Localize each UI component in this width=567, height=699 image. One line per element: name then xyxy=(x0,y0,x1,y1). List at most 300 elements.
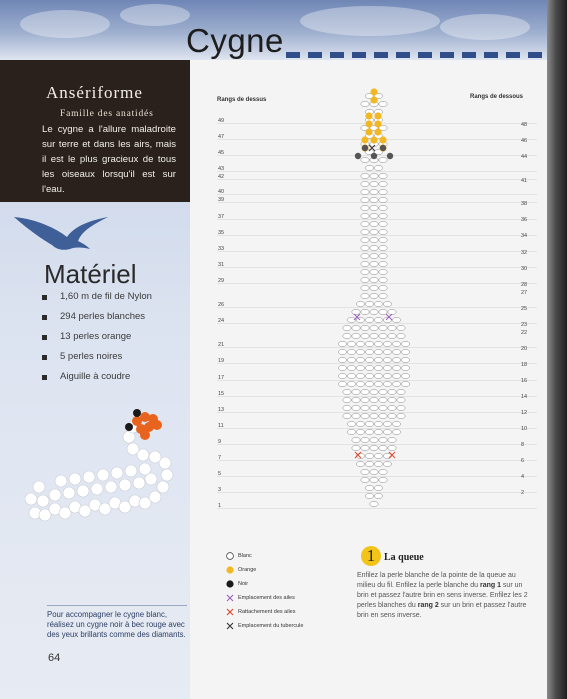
white-bead xyxy=(379,309,387,314)
white-bead xyxy=(338,373,346,378)
white-bead xyxy=(365,485,373,490)
white-bead xyxy=(383,349,391,354)
white-bead xyxy=(356,429,364,434)
white-bead xyxy=(338,349,346,354)
page-title: Cygne xyxy=(186,22,284,59)
white-bead xyxy=(383,357,391,362)
white-bead xyxy=(356,301,364,306)
white-bead xyxy=(401,373,409,378)
dark-cross-icon xyxy=(226,622,234,630)
white-bead xyxy=(388,437,396,442)
white-bead xyxy=(361,189,369,194)
white-bead xyxy=(352,389,360,394)
white-bead xyxy=(361,261,369,266)
white-bead xyxy=(374,165,382,170)
white-bead xyxy=(383,461,391,466)
step-row-ref: rang 2 xyxy=(417,602,439,609)
white-bead xyxy=(401,357,409,362)
black-bead xyxy=(387,153,393,159)
legend-item-wing-attach xyxy=(226,607,303,621)
row-label-top: 31 xyxy=(218,262,225,268)
white-bead xyxy=(370,293,378,298)
row-label-bottom: 22 xyxy=(521,330,528,336)
white-bead xyxy=(370,325,378,330)
row-label-bottom: 27 xyxy=(521,290,528,296)
rows-top-header: Rangs de dessus xyxy=(217,97,267,103)
white-bead xyxy=(370,285,378,290)
white-bead xyxy=(392,373,400,378)
white-bead xyxy=(365,421,373,426)
white-bead xyxy=(388,445,396,450)
row-label-top: 43 xyxy=(218,166,225,172)
white-bead xyxy=(361,293,369,298)
white-bead xyxy=(365,341,373,346)
legend-label: Blanc xyxy=(238,553,252,559)
white-bead xyxy=(397,389,405,394)
white-bead xyxy=(392,341,400,346)
white-bead xyxy=(361,277,369,282)
row-label-top: 15 xyxy=(218,391,225,397)
row-label-bottom: 28 xyxy=(521,282,528,288)
white-bead xyxy=(370,221,378,226)
white-bead xyxy=(388,309,396,314)
white-bead xyxy=(379,197,387,202)
family-name: Ansériforme xyxy=(46,83,143,102)
white-bead xyxy=(383,341,391,346)
white-bead xyxy=(392,317,400,322)
step-title: La queue xyxy=(384,552,424,563)
row-label-top: 3 xyxy=(218,487,222,493)
row-label-top: 39 xyxy=(218,197,225,203)
white-bead xyxy=(379,261,387,266)
white-bead xyxy=(361,413,369,418)
white-bead xyxy=(370,309,378,314)
row-label-top: 29 xyxy=(218,278,225,284)
row-label-bottom: 20 xyxy=(521,346,528,352)
white-bead xyxy=(361,333,369,338)
white-bead xyxy=(370,269,378,274)
white-bead xyxy=(388,397,396,402)
white-bead xyxy=(388,413,396,418)
white-bead xyxy=(347,349,355,354)
white-bead xyxy=(374,381,382,386)
white-bead xyxy=(383,429,391,434)
white-bead xyxy=(343,333,351,338)
row-label-top: 1 xyxy=(218,503,222,509)
white-bead xyxy=(370,173,378,178)
row-label-bottom: 2 xyxy=(521,490,525,496)
white-bead xyxy=(383,301,391,306)
white-bead xyxy=(379,437,387,442)
white-bead xyxy=(361,325,369,330)
white-bead xyxy=(383,421,391,426)
white-bead xyxy=(392,365,400,370)
white-bead xyxy=(356,365,364,370)
white-bead xyxy=(374,349,382,354)
white-bead xyxy=(370,405,378,410)
white-bead xyxy=(370,189,378,194)
orange-bead xyxy=(379,136,386,143)
white-bead xyxy=(361,237,369,242)
white-bead xyxy=(361,157,369,162)
row-label-bottom: 23 xyxy=(521,322,528,328)
row-label-top: 24 xyxy=(218,318,225,324)
white-bead xyxy=(379,253,387,258)
legend-item-wing-spot xyxy=(226,593,303,607)
white-bead xyxy=(338,341,346,346)
orange-bead xyxy=(361,136,368,143)
white-bead xyxy=(370,253,378,258)
white-bead xyxy=(361,173,369,178)
row-label-top: 35 xyxy=(218,230,225,236)
white-bead xyxy=(397,413,405,418)
white-bead xyxy=(356,357,364,362)
white-bead xyxy=(370,277,378,282)
white-bead xyxy=(379,469,387,474)
white-bead xyxy=(379,477,387,482)
legend-label: Noir xyxy=(238,581,249,587)
book-spine-edge xyxy=(547,0,567,699)
white-bead xyxy=(374,317,382,322)
info-description: Le cygne a l'allure maladroite sur terre et dans les airs, mais il est le plus gracieux de tous les oiseaux lorsqu'il est sur l'eau. xyxy=(42,124,176,195)
white-bead xyxy=(365,357,373,362)
white-bead xyxy=(388,333,396,338)
white-bead xyxy=(361,445,369,450)
legend-label: Rattachement des ailes xyxy=(238,609,296,615)
row-label-bottom: 36 xyxy=(521,217,528,223)
row-label-bottom: 14 xyxy=(521,394,528,400)
white-bead xyxy=(379,245,387,250)
white-bead xyxy=(379,293,387,298)
orange-bead xyxy=(370,96,377,103)
white-bead xyxy=(365,349,373,354)
white-bead xyxy=(379,229,387,234)
white-bead xyxy=(370,229,378,234)
white-bead xyxy=(374,301,382,306)
subfamily-name: Famille des anatidés xyxy=(60,109,154,119)
black-bead xyxy=(355,153,361,159)
black-bead xyxy=(362,145,368,151)
orange-bead xyxy=(374,120,381,127)
white-bead xyxy=(379,157,387,162)
material-item: 5 perles noires xyxy=(40,350,152,370)
white-bead xyxy=(374,453,382,458)
white-bead xyxy=(361,389,369,394)
white-bead xyxy=(361,253,369,258)
row-label-bottom: 48 xyxy=(521,122,528,128)
white-bead xyxy=(379,213,387,218)
white-bead xyxy=(370,333,378,338)
white-bead xyxy=(361,397,369,402)
white-bead xyxy=(388,325,396,330)
white-bead xyxy=(343,405,351,410)
white-bead xyxy=(401,381,409,386)
white-bead xyxy=(379,405,387,410)
step-instructions xyxy=(357,571,535,621)
white-bead xyxy=(374,493,382,498)
legend-item-tubercle xyxy=(226,621,303,635)
legend-item-white xyxy=(226,551,303,565)
row-label-top: 42 xyxy=(218,174,225,180)
white-bead xyxy=(347,357,355,362)
white-bead xyxy=(361,269,369,274)
photo-caption: Pour accompagner le cygne blanc, réalisez un cygne noir à bec rouge avec des yeux brillants comme des diamants. xyxy=(47,605,187,640)
white-bead xyxy=(361,309,369,314)
white-bead xyxy=(361,205,369,210)
step-text-part: sur un brin et passez l'autre brin en sens inverse. xyxy=(357,602,527,619)
white-bead xyxy=(365,381,373,386)
white-bead xyxy=(370,437,378,442)
white-bead xyxy=(379,413,387,418)
white-bead xyxy=(379,285,387,290)
white-bead xyxy=(383,381,391,386)
step-text-part: sur un brin et passez l'autre brin en sens inverse. Enfilez les 2 perles blanches du xyxy=(357,582,528,609)
white-bead xyxy=(352,413,360,418)
white-bead xyxy=(347,341,355,346)
white-bead xyxy=(374,357,382,362)
row-label-bottom: 38 xyxy=(521,201,528,207)
rows-bottom-header: Rangs de dessous xyxy=(470,94,524,100)
row-label-top: 45 xyxy=(218,150,225,156)
orange-bead xyxy=(365,128,372,135)
white-bead xyxy=(379,181,387,186)
white-bead xyxy=(361,469,369,474)
row-label-top: 13 xyxy=(218,407,225,413)
white-bead xyxy=(370,245,378,250)
legend-label: Orange xyxy=(238,567,257,573)
white-bead xyxy=(383,373,391,378)
white-bead xyxy=(361,437,369,442)
white-bead xyxy=(361,213,369,218)
white-bead xyxy=(392,349,400,354)
white-bead xyxy=(365,301,373,306)
orange-bead xyxy=(365,120,372,127)
orange-bead xyxy=(365,112,372,119)
white-bead xyxy=(392,429,400,434)
white-bead xyxy=(356,373,364,378)
legend-item-black xyxy=(226,579,303,593)
white-bead xyxy=(361,181,369,186)
white-bead xyxy=(356,349,364,354)
row-label-top: 33 xyxy=(218,246,225,252)
white-bead xyxy=(374,421,382,426)
white-bead xyxy=(401,341,409,346)
white-bead xyxy=(370,469,378,474)
white-bead xyxy=(361,229,369,234)
orange-bead-icon xyxy=(226,566,234,574)
page-number: 64 xyxy=(48,652,61,664)
white-bead xyxy=(356,461,364,466)
white-bead xyxy=(397,325,405,330)
white-bead xyxy=(370,213,378,218)
white-bead xyxy=(392,421,400,426)
white-bead xyxy=(374,365,382,370)
row-label-top: 37 xyxy=(218,214,225,220)
row-label-top: 47 xyxy=(218,134,225,140)
white-bead xyxy=(374,461,382,466)
row-label-bottom: 44 xyxy=(521,154,528,160)
white-bead xyxy=(379,325,387,330)
white-bead xyxy=(370,389,378,394)
white-bead xyxy=(365,165,373,170)
white-bead xyxy=(370,445,378,450)
white-bead xyxy=(370,477,378,482)
legend-label: Emplacement du tubercule xyxy=(238,623,304,629)
white-bead xyxy=(352,445,360,450)
white-bead xyxy=(365,365,373,370)
white-bead xyxy=(388,389,396,394)
white-bead xyxy=(361,477,369,482)
orange-bead xyxy=(374,112,381,119)
row-label-top: 11 xyxy=(218,423,224,429)
white-bead xyxy=(356,341,364,346)
white-bead xyxy=(361,405,369,410)
white-bead xyxy=(352,309,360,314)
row-label-bottom: 34 xyxy=(521,233,528,239)
row-label-bottom: 25 xyxy=(521,306,528,312)
row-label-top: 19 xyxy=(218,358,225,364)
white-bead xyxy=(343,325,351,330)
white-bead xyxy=(338,381,346,386)
white-bead xyxy=(388,405,396,410)
white-bead xyxy=(379,189,387,194)
white-bead xyxy=(374,485,382,490)
row-label-bottom: 4 xyxy=(521,474,525,480)
row-label-top: 49 xyxy=(218,118,225,124)
white-bead xyxy=(374,373,382,378)
white-bead xyxy=(361,101,369,106)
white-bead xyxy=(379,445,387,450)
white-bead xyxy=(361,221,369,226)
white-bead xyxy=(343,413,351,418)
orange-bead xyxy=(374,128,381,135)
row-label-bottom: 30 xyxy=(521,266,528,272)
white-bead xyxy=(338,357,346,362)
white-bead xyxy=(361,285,369,290)
white-bead xyxy=(397,333,405,338)
white-bead xyxy=(338,365,346,370)
row-label-bottom: 6 xyxy=(521,458,525,464)
material-item: 13 perles orange xyxy=(40,330,152,350)
white-bead xyxy=(370,397,378,402)
white-bead xyxy=(352,333,360,338)
row-label-bottom: 12 xyxy=(521,410,528,416)
white-bead xyxy=(365,317,373,322)
white-bead xyxy=(356,421,364,426)
white-bead xyxy=(352,437,360,442)
white-bead xyxy=(343,397,351,402)
white-bead xyxy=(347,381,355,386)
row-label-bottom: 18 xyxy=(521,362,528,368)
white-bead xyxy=(365,493,373,498)
white-bead xyxy=(379,101,387,106)
white-bead xyxy=(379,221,387,226)
white-bead xyxy=(379,269,387,274)
row-label-top: 26 xyxy=(218,302,225,308)
white-bead xyxy=(379,277,387,282)
white-bead xyxy=(370,501,378,506)
white-bead xyxy=(352,325,360,330)
white-bead xyxy=(365,373,373,378)
white-bead xyxy=(392,381,400,386)
white-bead xyxy=(379,205,387,210)
white-bead xyxy=(352,405,360,410)
white-bead xyxy=(392,357,400,362)
row-label-top: 21 xyxy=(218,342,225,348)
white-bead xyxy=(383,365,391,370)
white-bead xyxy=(361,197,369,202)
white-bead xyxy=(370,413,378,418)
white-bead xyxy=(361,245,369,250)
white-bead xyxy=(370,237,378,242)
row-label-top: 5 xyxy=(218,471,222,477)
orange-bead xyxy=(370,136,377,143)
white-bead xyxy=(347,365,355,370)
purple-cross-icon xyxy=(226,594,234,602)
legend-item-orange xyxy=(226,565,303,579)
white-bead xyxy=(347,373,355,378)
white-bead xyxy=(352,397,360,402)
orange-bead xyxy=(370,88,377,95)
row-label-top: 40 xyxy=(218,189,225,195)
white-bead xyxy=(379,397,387,402)
material-item: Aiguille à coudre xyxy=(40,370,152,390)
black-bead xyxy=(380,145,386,151)
row-label-bottom: 32 xyxy=(521,250,528,256)
step-number-badge: 1 xyxy=(361,546,381,566)
row-label-top: 7 xyxy=(218,455,222,461)
row-label-top: 9 xyxy=(218,439,222,445)
white-bead xyxy=(379,173,387,178)
legend-label: Emplacement des ailes xyxy=(238,595,295,601)
white-bead xyxy=(343,389,351,394)
row-label-bottom: 16 xyxy=(521,378,528,384)
step-row-ref: rang 1 xyxy=(479,582,501,589)
white-bead xyxy=(374,429,382,434)
row-label-bottom: 46 xyxy=(521,138,528,144)
red-cross-icon xyxy=(226,608,234,616)
white-bead-icon xyxy=(226,552,234,560)
white-bead xyxy=(397,405,405,410)
white-bead xyxy=(374,341,382,346)
white-bead xyxy=(365,429,373,434)
material-item: 294 perles blanches xyxy=(40,310,152,330)
white-bead xyxy=(401,349,409,354)
row-label-bottom: 41 xyxy=(521,178,528,184)
step-text-part: Enfilez la perle blanche de la pointe de la queue au milieu du fil. Enfilez la perle blanche du xyxy=(357,572,516,589)
material-item: 1,60 m de fil de Nylon xyxy=(40,290,152,310)
white-bead xyxy=(370,261,378,266)
row-label-top: 17 xyxy=(218,375,225,381)
black-bead xyxy=(371,153,377,159)
white-bead xyxy=(365,461,373,466)
white-bead xyxy=(365,453,373,458)
white-bead xyxy=(370,197,378,202)
white-bead xyxy=(370,205,378,210)
row-label-bottom: 8 xyxy=(521,442,525,448)
white-bead xyxy=(347,421,355,426)
black-bead-icon xyxy=(226,580,234,588)
white-bead xyxy=(379,333,387,338)
materials-heading: Matériel xyxy=(44,259,137,289)
white-bead xyxy=(379,237,387,242)
row-label-bottom: 10 xyxy=(521,426,528,432)
white-bead xyxy=(356,381,364,386)
white-bead xyxy=(401,365,409,370)
white-bead xyxy=(397,397,405,402)
pattern-legend xyxy=(226,551,303,635)
white-bead xyxy=(347,429,355,434)
